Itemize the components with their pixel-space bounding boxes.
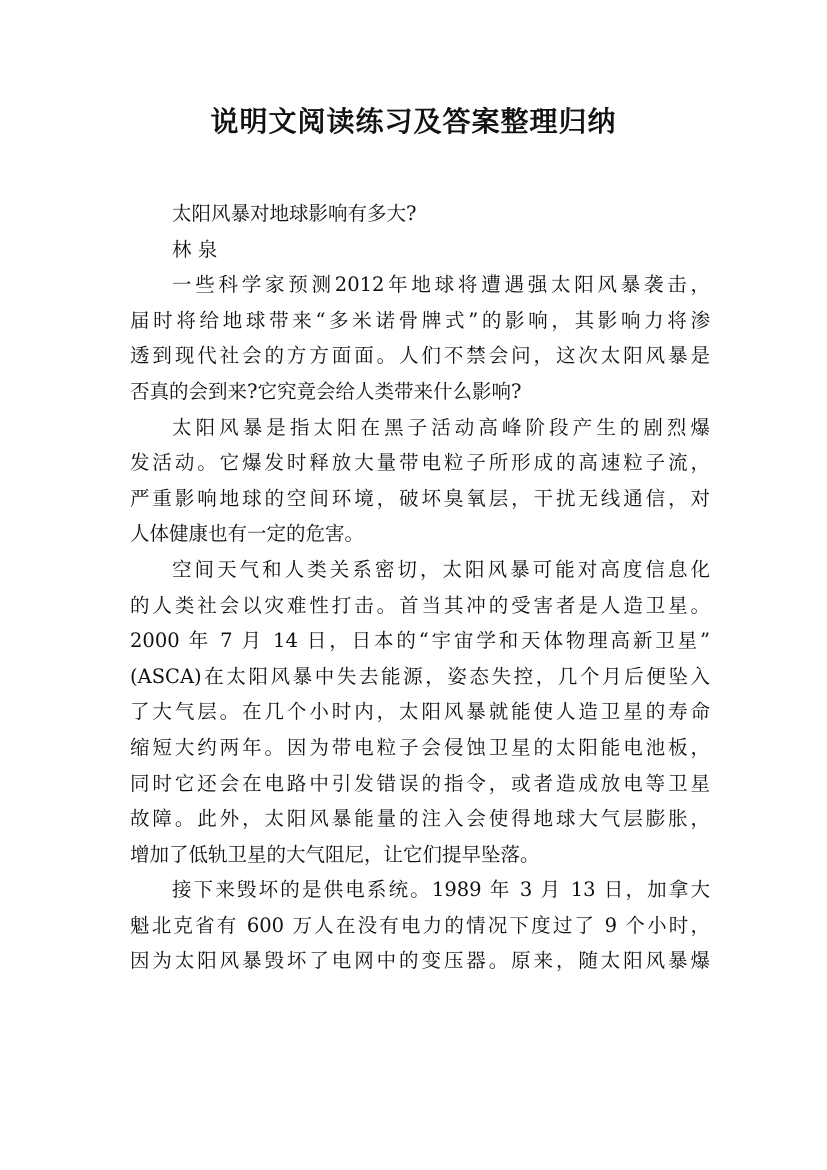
paragraph-4-line-1: 接下来毁坏的是供电系统。1989 年 3 月 13 日，加拿大 — [172, 878, 710, 902]
paragraph-1-line-3: 透到现代社会的方方面面。人们不禁会问，这次太阳风暴是 — [130, 344, 710, 368]
paragraph-3-line-9: 增加了低轨卫星的大气阻尼，让它们提早坠落。 — [130, 842, 540, 866]
paragraph-1-line-2: 届时将给地球带来“多米诺骨牌式”的影响，其影响力将渗 — [130, 308, 710, 332]
paragraph-3-line-8: 故障。此外，太阳风暴能量的注入会使得地球大气层膨胀， — [130, 807, 710, 831]
paragraph-2-line-3: 严重影响地球的空间环境，破坏臭氧层，干扰无线通信，对 — [130, 486, 710, 510]
paragraph-1-line-4: 否真的会到来?它究竟会给人类带来什么影响? — [130, 379, 522, 403]
paragraph-4-line-3: 因为太阳风暴毁坏了电网中的变压器。原来，随太阳风暴爆 — [130, 949, 710, 973]
paragraph-3-line-5: 了大气层。在几个小时内，太阳风暴就能使人造卫星的寿命 — [130, 700, 710, 724]
paragraph-3-line-6: 缩短大约两年。因为带电粒子会侵蚀卫星的太阳能电池板， — [130, 735, 710, 759]
paragraph-3-line-7: 同时它还会在电路中引发错误的指令，或者造成放电等卫星 — [130, 771, 710, 795]
paragraph-3-line-2: 的人类社会以灾难性打击。首当其冲的受害者是人造卫星。 — [130, 593, 710, 617]
paragraph-2-line-4: 人体健康也有一定的危害。 — [130, 522, 365, 546]
paragraph-1-line-1: 一些科学家预测2012年地球将遭遇强太阳风暴袭击， — [172, 273, 710, 297]
paragraph-2-line-1: 太阳风暴是指太阳在黑子活动高峰阶段产生的剧烈爆 — [172, 415, 710, 439]
article-author: 林 泉 — [172, 237, 218, 261]
paragraph-3-line-1: 空间天气和人类关系密切，太阳风暴可能对高度信息化 — [172, 557, 710, 581]
article-title: 太阳风暴对地球影响有多大? — [172, 202, 417, 225]
paragraph-4-line-2: 魁北克省有 600 万人在没有电力的情况下度过了 9 个小时， — [130, 913, 710, 937]
paragraph-3-line-3: 2000 年 7 月 14 日，日本的“宇宙学和天体物理高新卫星” — [130, 629, 710, 653]
paragraph-2-line-2: 发活动。它爆发时释放大量带电粒子所形成的高速粒子流， — [130, 451, 710, 475]
document-title: 说明文阅读练习及答案整理归纳 — [210, 105, 617, 138]
document-body — [130, 196, 710, 979]
paragraph-3-line-4: (ASCA)在太阳风暴中失去能源，姿态失控，几个月后便坠入 — [130, 664, 710, 688]
